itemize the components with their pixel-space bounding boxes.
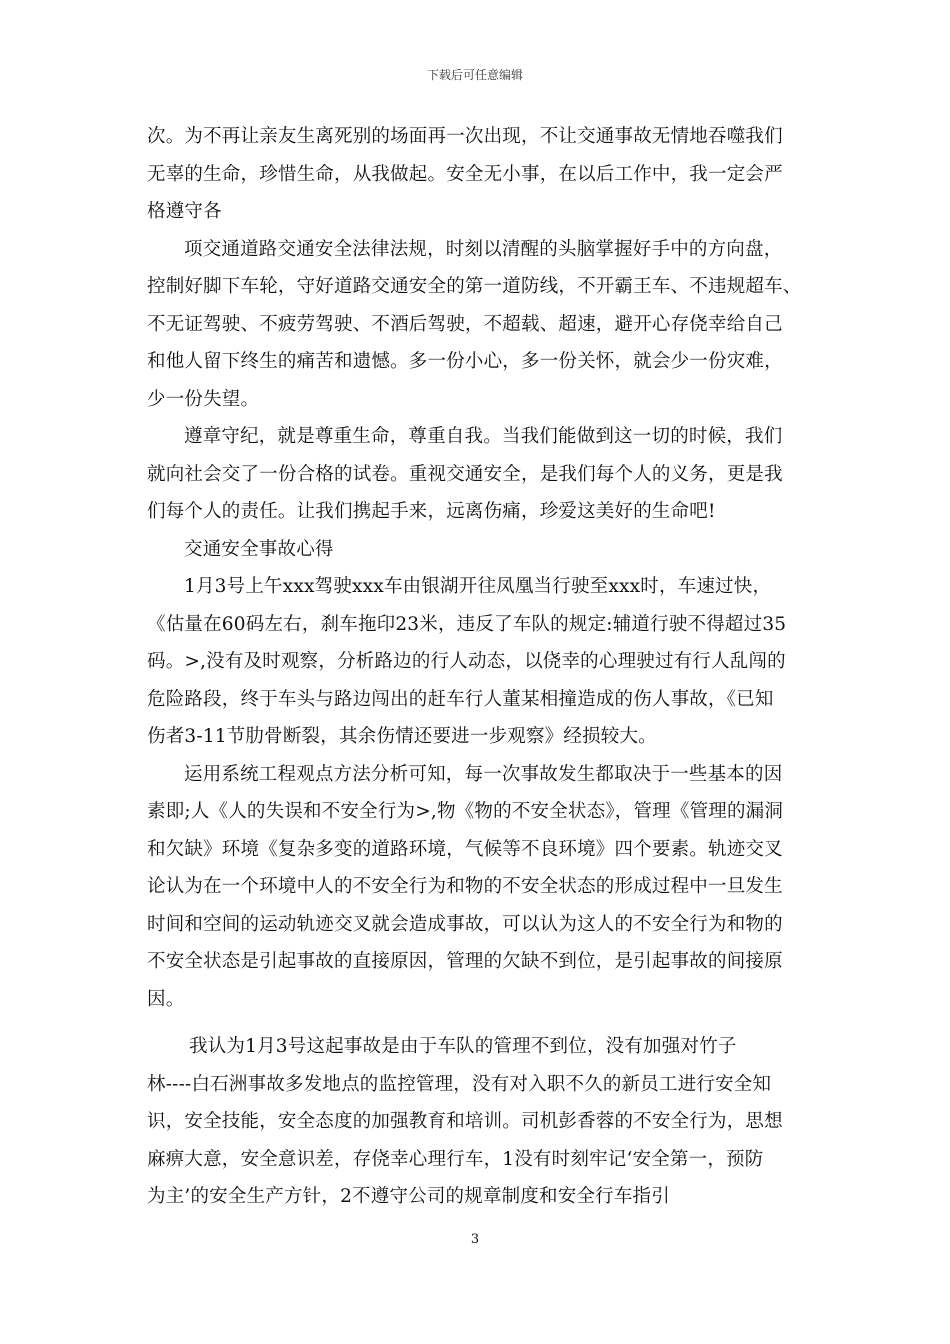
text-line: 格遵守各 — [147, 201, 222, 222]
text-line: 论认为在一个环境中人的不安全行为和物的不安全状态的形成过程中一旦发生 — [147, 876, 783, 897]
text-line: 时间和空间的运动轨迹交叉就会造成事故，可以认为这人的不安全行为和物的 — [147, 913, 783, 935]
text-line: 危险路段，终于车头与路边闯出的赶车行人董某相撞造成的伤人事故，《已知 — [147, 688, 774, 710]
text-line: 《估量在60码左右，刹车拖印23米，违反了车队的规定:辅道行驶不得超过35 — [147, 613, 787, 635]
text-line: 少一份失望。 — [147, 388, 260, 410]
text-line: 为主’的安全生产方针，2不遵守公司的规章制度和安全行车指引 — [147, 1186, 670, 1207]
text-line: 控制好脚下车轮，守好道路交通安全的第一道防线，不开霸王车、不违规超车、 — [147, 276, 802, 297]
text-line: 识，安全技能，安全态度的加强教育和培训。司机彭香蓉的不安全行为，思想 — [147, 1111, 783, 1132]
paragraph — [147, 568, 817, 756]
text-line: 和他人留下终生的痛苦和遗憾。多一份小心，多一份关怀，就会少一份灾难， — [147, 351, 783, 372]
text-line: 们每个人的责任。让我们携起手来，远离伤痛，珍爱这美好的生命吧! — [147, 501, 716, 522]
text-line: 次。为不再让亲友生离死别的场面再一次出现，不让交通事故无情地吞噬我们 — [147, 126, 783, 147]
paragraph — [147, 118, 817, 231]
page-number: 3 — [470, 1232, 480, 1247]
text-line: 麻痹大意，安全意识差，存侥幸心理行车，1没有时刻牢记‘安全第一，预防 — [147, 1148, 764, 1170]
text-line: 无辜的生命，珍惜生命，从我做起。安全无小事，在以后工作中，我一定会严 — [147, 163, 783, 185]
text-line: 林----白石洲事故多发地点的监控管理，没有对入职不久的新员工进行安全知 — [147, 1073, 772, 1095]
text-line: 因。 — [147, 988, 185, 1010]
text-line: 运用系统工程观点方法分析可知，每一次事故发生都取决于一些基本的因 — [184, 763, 783, 785]
text-line: 遵章守纪，就是尊重生命，尊重自我。当我们能做到这一切的时候，我们 — [184, 426, 783, 447]
text-line: 素即;人《人的失误和不安全行为>,物《物的不安全状态》，管理《管理的漏洞 — [147, 801, 784, 822]
section-heading — [147, 531, 817, 569]
text-line: 和欠缺》环境《复杂多变的道路环境，气候等不良环境》四个要素。轨迹交叉 — [147, 838, 783, 860]
text-line: 就向社会交了一份合格的试卷。重视交通安全，是我们每个人的义务，更是我 — [147, 463, 783, 485]
text-line: 不无证驾驶、不疲劳驾驶、不酒后驾驶，不超载、超速，避开心存侥幸给自己 — [147, 313, 783, 335]
text-line: 我认为1月3号这起事故是由于车队的管理不到位，没有加强对竹子 — [189, 1036, 737, 1057]
text-line: 项交通道路交通安全法律法规，时刻以清醒的头脑掌握好手中的方向盘， — [184, 238, 783, 260]
paragraph — [147, 231, 817, 419]
text-line: 不安全状态是引起事故的直接原因，管理的欠缺不到位，是引起事故的间接原 — [147, 951, 783, 972]
text-line: 1月3号上午xxx驾驶xxx车由银湖开往凤凰当行驶至xxx时，车速过快， — [184, 576, 772, 597]
document-body — [147, 118, 817, 1216]
paragraph — [147, 1028, 817, 1216]
page-header: 下载后可任意编辑 — [426, 68, 523, 82]
paragraph — [147, 756, 817, 1019]
heading-text: 交通安全事故心得 — [184, 538, 334, 560]
text-line: 伤者3-11节肋骨断裂，其余伤情还要进一步观察》经损较大。 — [147, 726, 657, 747]
paragraph-spacer — [147, 1018, 817, 1028]
paragraph — [147, 418, 817, 531]
text-line: 码。>,没有及时观察，分析路边的行人动态，以侥幸的心理驶过有行人乱闯的 — [147, 651, 786, 672]
